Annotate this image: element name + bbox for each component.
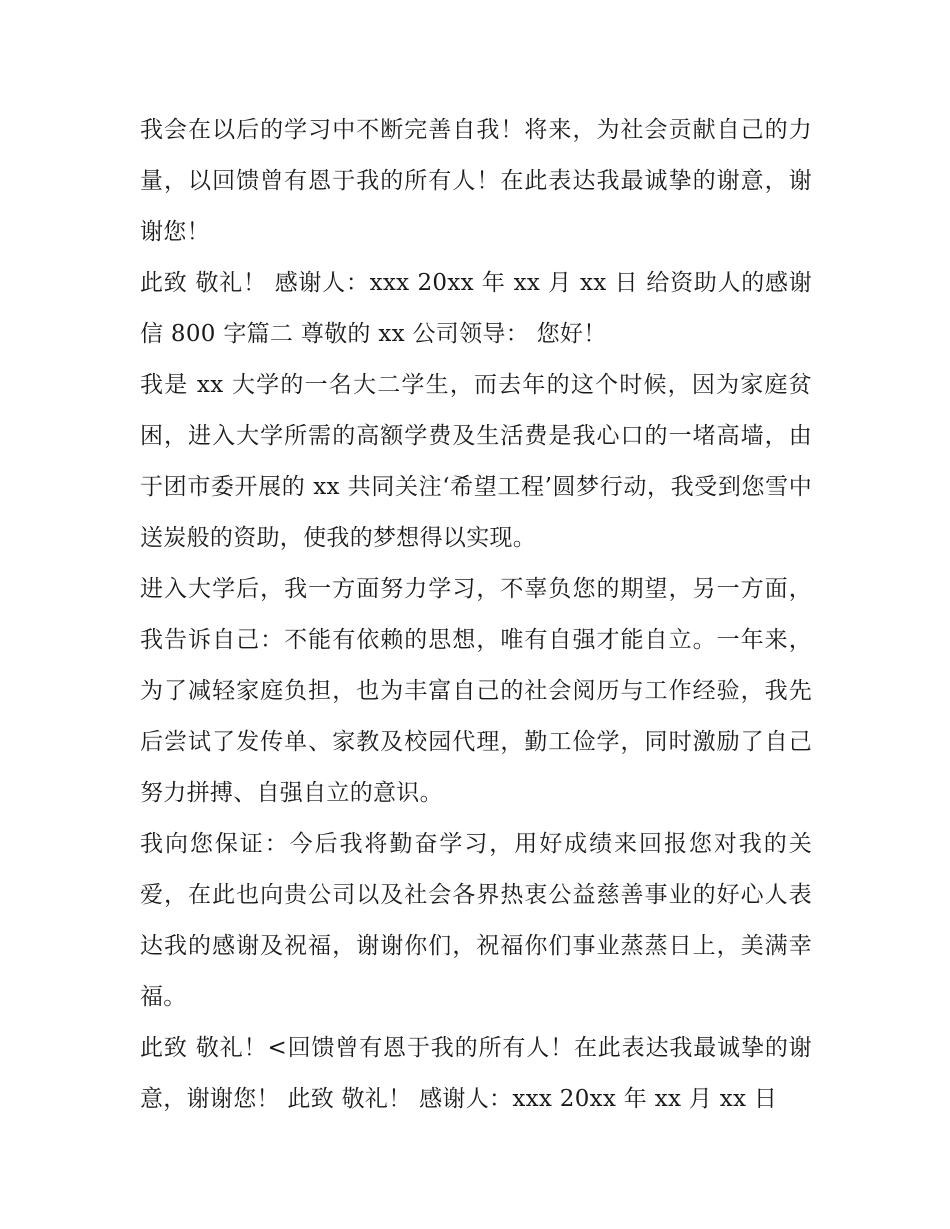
paragraph-introduction: 我是 xx 大学的一名大二学生，而去年的这个时候，因为家庭贫困，进入大学所需的高额学费及生活费是我心口的一堵高墙，由于团市委开展的 xx 共同关注‘希望工程’圆梦行动，我受到您雪中送炭般的资助，使我的梦想得以实现。 [140, 372, 812, 551]
letter-body [140, 105, 812, 1125]
paragraph-promise: 我向您保证：今后我将勤奋学习，用好成绩来回报您对我的关爱，在此也向贵公司以及社会各界热衷公益慈善事业的好心人表达我的感谢及祝福，谢谢你们，祝福你们事业蒸蒸日上，美满幸福。 [140, 831, 812, 1010]
paragraph-salutation: 此致 敬礼！ 感谢人：xxx 20xx 年 xx 月 xx 日 给资助人的感谢信 800 字篇二 尊敬的 xx 公司领导： 您好！ [140, 270, 812, 347]
paragraph-signoff: 此致 敬礼！<回馈曾有恩于我的所有人！在此表达我最诚挚的谢意，谢谢您！ 此致 敬礼！ 感谢人：xxx 20xx 年 xx 月 xx 日 [140, 1035, 812, 1112]
paragraph-university-life: 进入大学后，我一方面努力学习，不辜负您的期望，另一方面，我告诉自己：不能有依赖的思想，唯有自强才能自立。一年来，为了减轻家庭负担，也为丰富自己的社会阅历与工作经验，我先后尝试了发传单、家教及校园代理，勤工俭学，同时激励了自己努力拼搏、自强自立的意识。 [140, 576, 812, 806]
paragraph-closing-thanks: 我会在以后的学习中不断完善自我！将来，为社会贡献自己的力量，以回馈曾有恩于我的所有人！在此表达我最诚挚的谢意，谢谢您！ [140, 117, 812, 245]
